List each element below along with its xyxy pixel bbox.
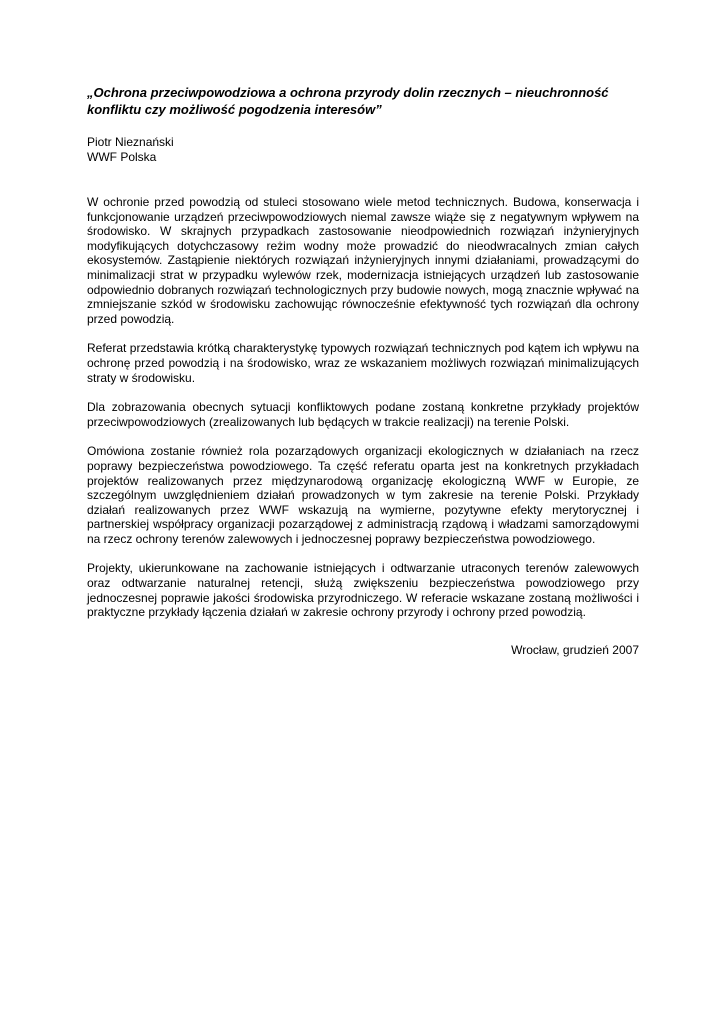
paragraph-5: Projekty, ukierunkowane na zachowanie istniejących i odtwarzanie utraconych terenów zalewowych oraz odtwarzanie naturalnej retencji, służą zwiększeniu bezpieczeństwa powodziowego przy jednoczesnej poprawie jakości środowiska przyrodniczego. W referacie wskazane zostaną możliwości i praktyczne przykłady łączenia działań w zakresie ochrony przyrody i ochrony przed powodzią. <box>87 561 639 620</box>
abstract-body <box>87 195 639 620</box>
author-organization: WWF Polska <box>87 150 157 164</box>
place-and-date: Wrocław, grudzień 2007 <box>511 642 639 657</box>
document-page <box>87 84 639 658</box>
paragraph-2: Referat przedstawia krótką charakterystykę typowych rozwiązań technicznych pod kątem ich wpływu na ochronę przed powodzią i na środowisko, wraz ze wskazaniem możliwych rozwiązań minimalizujących straty w środowisku. <box>87 341 639 385</box>
author-block <box>87 135 639 165</box>
paragraph-4: Omówiona zostanie również rola pozarządowych organizacji ekologicznych w działaniach na rzecz poprawy bezpieczeństwa powodziowego. Ta część referatu oparta jest na konkretnych przykładach projektów realizowanych przez międzynarodową organizację ekologiczną WWF w Europie, ze szczególnym uwzględnieniem działań prowadzonych w tym zakresie na terenie Polski. Przykłady działań realizowanych przez WWF wskazują na wymierne, pozytywne efekty merytorycznej i partnerskiej współpracy organizacji pozarządowej z administracją rządową i władzami samorządowymi na rzecz ochrony terenów zalewowych i jednoczesnej poprawy bezpieczeństwa powodziowego. <box>87 444 639 546</box>
paragraph-1: W ochronie przed powodzią od stuleci stosowano wiele metod technicznych. Budowa, konserwacja i funkcjonowanie urządzeń przeciwpowodziowych niemal zawsze wiąże się z negatywnym wpływem na środowisko. W skrajnych przypadkach zastosowanie nieodpowiednich rozwiązań inżynieryjnych modyfikujących dotychczasowy reżim wodny może prowadzić do nieodwracalnych zmian całych ekosystemów. Zastąpienie niektórych rozwiązań inżynieryjnych innymi działaniami, prowadzącymi do minimalizacji strat w przypadku wylewów rzek, modernizacja istniejących urządzeń lub zastosowanie odpowiednio dobranych rozwiązań technologicznych przy budowie nowych, mogą znacznie wpływać na zmniejszanie szkód w środowisku zachowując równocześnie efektywność tych rozwiązań dla ochrony przed powodzią. <box>87 195 639 326</box>
document-title: „Ochrona przeciwpowodziowa a ochrona przyrody dolin rzecznych – nieuchronność konfliktu czy możliwość pogodzenia interesów” <box>87 85 609 117</box>
author-name: Piotr Nieznański <box>87 135 174 149</box>
paragraph-3: Dla zobrazowania obecnych sytuacji konfliktowych podane zostaną konkretne przykłady projektów przeciwpowodziowych (zrealizowanych lub będących w trakcie realizacji) na terenie Polski. <box>87 400 639 429</box>
